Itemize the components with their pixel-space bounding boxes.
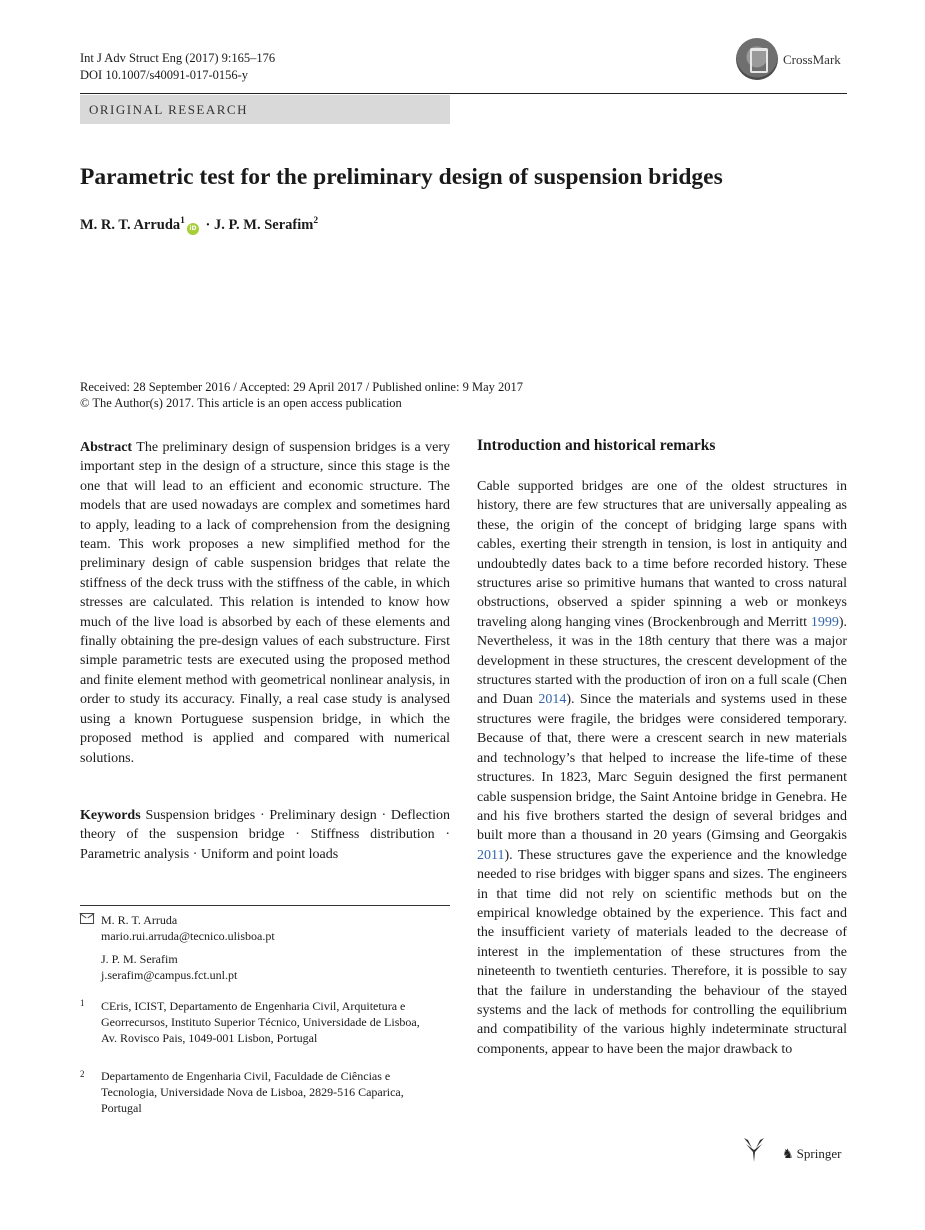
affiliation-1-number: 1 (80, 998, 85, 1008)
envelope-icon (80, 913, 94, 924)
intro-text-1: Cable supported bridges are one of the oldest structures in history, there are few structures that are universally appealing as these, the origin of the concept of bridging large spans with cables, exerting their strength in tension, is lost in antiquity and undoubtedly dates back to a time before recorded history. These structures arise so primitive humans that wanted to cross natural obstructions, observed a spider spinning a web or monkeys traveling along hanging vines (Brockenbrough and Merritt (477, 479, 847, 630)
keywords-text: Suspension bridges · Preliminary design · Deflection theory of the suspension bridge · Stiffness distribution · Parametric analysis · Uniform and point loads (80, 808, 451, 862)
abstract (80, 438, 450, 768)
intro-text-3: ). Since the materials and systems used in these structures were fragile, the bridges were considered temporary. Because of that, there were a crescent search in new materials and technology’s that helped to increase the life-time of these structures. In 1823, Marc Seguin designed the first permanent cable suspension bridge, the Saint Antoine bridge in Genebra. He and his five brothers started the design of several bridges and built more than a thousand in 20 years (Gimsing and Georgakis (477, 692, 847, 844)
orcid-icon[interactable]: iD (187, 223, 199, 235)
keywords-label: Keywords (80, 808, 141, 823)
section-heading-introduction: Introduction and historical remarks (477, 437, 716, 454)
article-type-banner: ORIGINAL RESEARCH (80, 95, 450, 124)
footnote-rule (80, 905, 450, 906)
history-dates: Received: 28 September 2016 / Accepted: 29 April 2017 / Published online: 9 May 2017 (80, 380, 523, 394)
journal-header (80, 50, 275, 84)
author-line (80, 216, 318, 235)
intro-text-4: ). These structures gave the experience and the knowledge needed to rise bridges with bigger spans and sizes. The engineers in that time did not rely on scientific methods but on the empirical knowledge obtained by the experience. This fact and the insufficient variety of materials leaded to the decrease of interest in the implementation of these structures from the nineteenth to twentieth centuries. Therefore, it is possible to say that the failure in understanding the behaviour of the stayed systems and the lack of methods for controlling the equilibrium and compatibility of the various highly indeterminate structural components, appear to have been the major drawback to (477, 847, 847, 1057)
author-1-affiliation: 1 (180, 216, 185, 226)
citation-link[interactable]: 2014 (538, 692, 567, 708)
footnote-author-1-name: M. R. T. Arruda (101, 913, 178, 927)
crossmark-icon (736, 38, 778, 80)
correspondence-author-2 (101, 951, 446, 983)
correspondence-author-1 (101, 912, 446, 944)
abstract-text: The preliminary design of suspension bridges is a very important step in the design of a structure, since this stage is the one that will lead to an efficient and economic structure. The models that are used nowadays are complex and sometimes hard to apply, leading to a lack of comprehension from the designing team. This work proposes a new simplified method for the preliminary design of cable suspension bridges that relate the stiffness of the deck truss with the stiffness of the cable, in which stresses are calculated. This relation is intended to know how much of the live load is absorbed by each of these elements and finally obtaining the pre-design values of each substructure. First simple parametric tests are executed using the proposed method and finite element method with geometrical nonlinear analysis, in order to study its accuracy. Finally, a real case study is analysed using a known Portuguese suspension bridge, in which the proposed method is applied and compared with numerical solutions. (80, 440, 450, 766)
publication-dates (80, 379, 523, 411)
affiliation-1: CEris, ICIST, Departamento de Engenharia Civil, Arquitetura e Georrecursos, Instituto Superior Técnico, Universidade de Lisboa, Av. Rovisco Pais, 1049-001 Lisbon, Portugal (101, 999, 420, 1045)
footnote-author-2-name: J. P. M. Serafim (101, 952, 178, 966)
abstract-label: Abstract (80, 440, 133, 455)
author-2[interactable]: J. P. M. Serafim (214, 216, 314, 233)
author-1[interactable]: M. R. T. Arruda (80, 216, 181, 233)
article-title: Parametric test for the preliminary design of suspension bridges (80, 164, 723, 190)
copyright-line: © The Author(s) 2017. This article is an open access publication (80, 396, 402, 410)
journal-citation: Int J Adv Struct Eng (2017) 9:165–176 (80, 51, 276, 65)
crossmark-label: CrossMark (783, 52, 841, 67)
publisher-name: Springer (796, 1146, 842, 1161)
header-rule (80, 93, 847, 94)
author-2-affiliation: 2 (313, 216, 319, 226)
intro-text-2: ). Nevertheless, it was in the 18th century that there was a major development in these structures, the crescent development of the structures started with the production of iron on a full scale (Chen and Duan (477, 614, 847, 708)
springer-emblem-icon (742, 1136, 766, 1164)
introduction-body (477, 477, 847, 1059)
keywords (80, 806, 450, 864)
footnote-author-1-email[interactable]: mario.rui.arruda@tecnico.ulisboa.pt (101, 929, 275, 943)
affiliation-2-number: 2 (80, 1069, 85, 1079)
citation-link[interactable]: 2011 (477, 847, 505, 863)
springer-horse-icon: ♞ (782, 1147, 794, 1162)
author-separator: · (201, 216, 215, 233)
doi[interactable]: DOI 10.1007/s40091-017-0156-y (80, 68, 249, 82)
publisher-logo (782, 1146, 841, 1162)
crossmark-badge[interactable] (736, 38, 856, 82)
affiliation-2: Departamento de Engenharia Civil, Faculdade de Ciências e Tecnologia, Universidade Nova de Lisboa, 2829-516 Caparica, Portugal (101, 1069, 404, 1115)
footnote-author-2-email[interactable]: j.serafim@campus.fct.unl.pt (101, 968, 238, 982)
citation-link[interactable]: 1999 (810, 614, 839, 630)
